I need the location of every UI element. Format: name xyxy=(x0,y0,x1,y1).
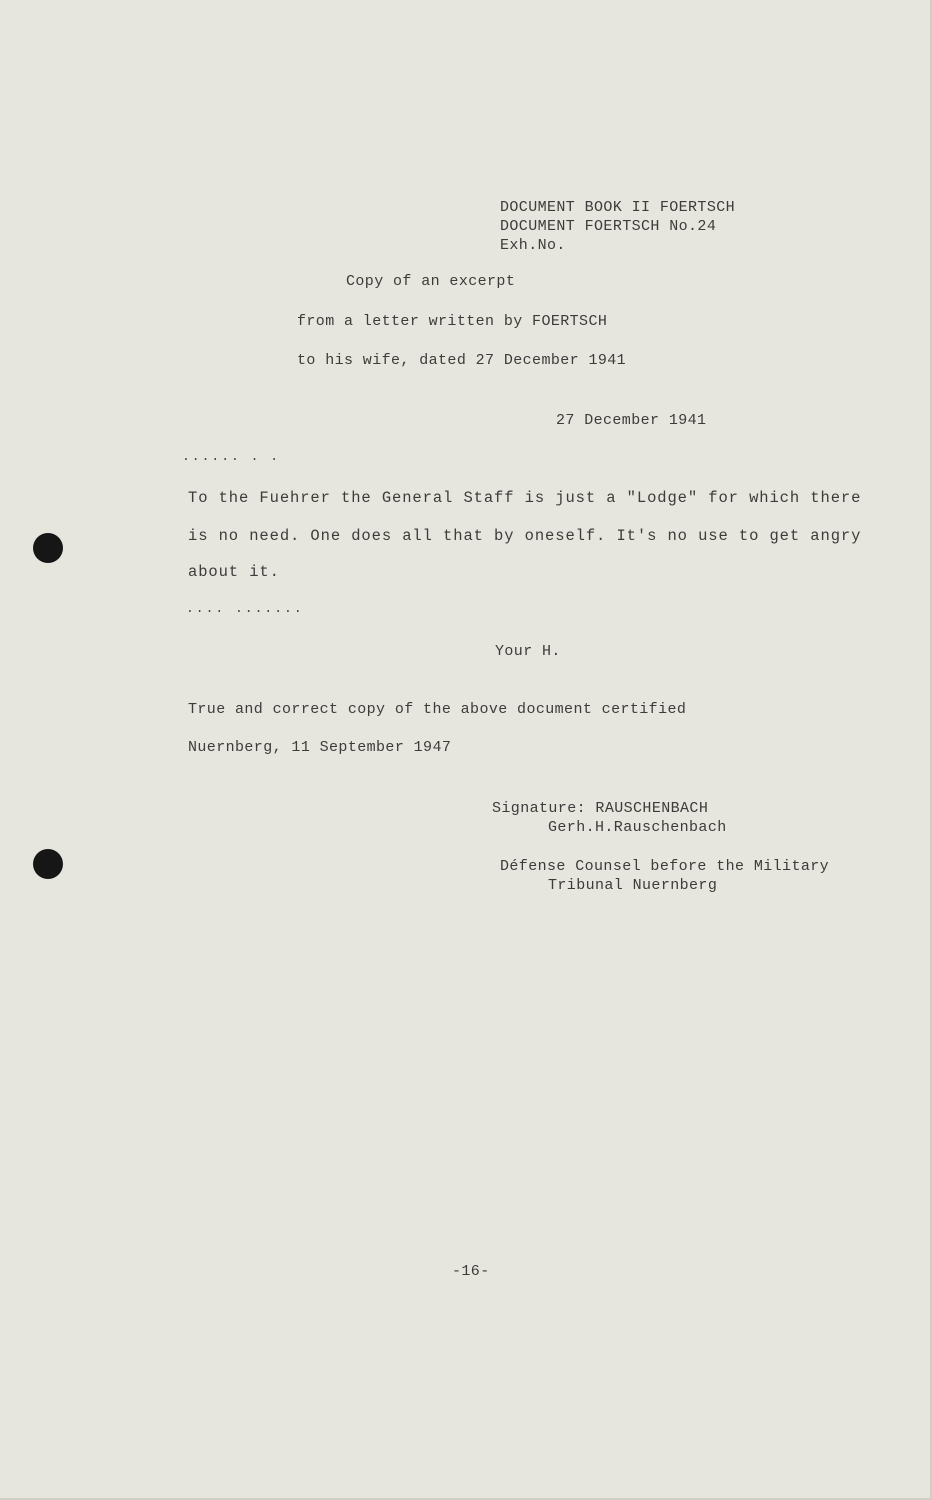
ellipsis-bottom: .... ....... xyxy=(186,601,304,616)
letter-date: 27 December 1941 xyxy=(556,412,707,429)
body-line-3: about it. xyxy=(188,563,280,581)
title-line-1: Copy of an excerpt xyxy=(346,273,516,290)
ellipsis-top: ...... . . xyxy=(182,449,281,464)
punch-hole-bottom xyxy=(33,849,63,879)
signer-tribunal: Tribunal Nuernberg xyxy=(548,877,718,894)
body-line-2: is no need. One does all that by oneself. It's no use to get angry xyxy=(188,527,862,545)
title-line-2: from a letter written by FOERTSCH xyxy=(297,313,608,330)
body-line-1: To the Fuehrer the General Staff is just a "Lodge" for which there xyxy=(188,489,862,507)
punch-hole-top xyxy=(33,533,63,563)
title-line-3: to his wife, dated 27 December 1941 xyxy=(297,352,627,369)
certification-line-1: True and correct copy of the above document certified xyxy=(188,701,687,718)
letter-closing: Your H. xyxy=(495,643,561,660)
signature-line: Signature: RAUSCHENBACH xyxy=(492,800,709,817)
page-number: -16- xyxy=(452,1263,490,1280)
header-document-book: DOCUMENT BOOK II FOERTSCH xyxy=(500,199,736,216)
header-document-number: DOCUMENT FOERTSCH No.24 xyxy=(500,218,717,235)
signer-name: Gerh.H.Rauschenbach xyxy=(548,819,727,836)
certification-line-2: Nuernberg, 11 September 1947 xyxy=(188,739,452,756)
signer-title: Défense Counsel before the Military xyxy=(500,858,830,875)
header-exhibit-number: Exh.No. xyxy=(500,237,566,254)
